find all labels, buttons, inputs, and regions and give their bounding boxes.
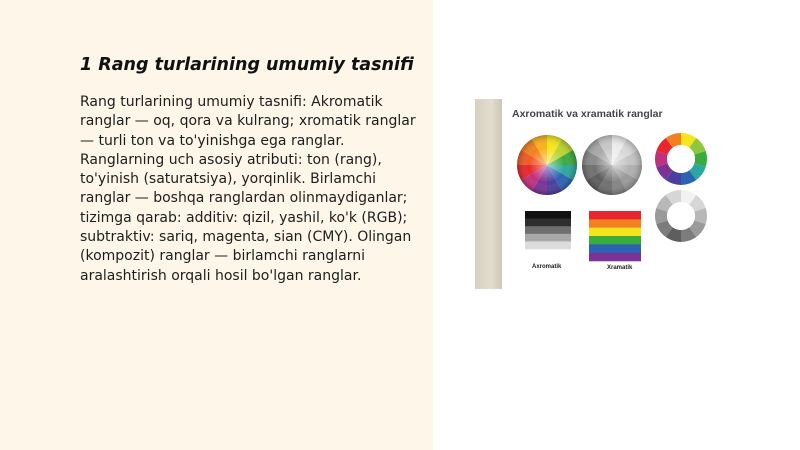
color-wheel-shading: [517, 135, 577, 195]
chromatic-swatch: [589, 211, 641, 261]
chromatic-stripe: [589, 211, 641, 220]
gray-ring-center: [667, 202, 695, 230]
achromatic-stripe: [525, 211, 571, 219]
slide-body-text: Rang turlarining umumiy tasnifi: Akromatik ranglar — oq, qora va kulrang; xromatik ranglar — turli ton va to'yinishga ega ranglar. Ranglarning uch asosiy atributi: ton (rang), to'yinish (saturatsiya), yorqinlik. Birlamchi ranglar — boshqa ranglardan olinmaydiganlar; tizimga qarab: additiv: qizil, yashil, ko'k (RGB); subtraktiv: sariq, magenta, sian (CMY). Olingan (kompozit) ranglar — birlamchi ranglarni aralashtirish orqali hosil bo'lgan ranglar.: [80, 94, 416, 284]
rainbow-ring-center: [667, 145, 695, 173]
chromatic-stripe: [589, 244, 641, 253]
gray-wheel-shading: [582, 135, 642, 195]
achromatic-stripe: [525, 219, 571, 227]
chromatic-stripe: [589, 236, 641, 245]
chromatic-stripe: [589, 219, 641, 228]
figure-heading: Axromatik va xramatik ranglar: [512, 108, 663, 120]
slide-title: 1 Rang turlarining umumiy tasnifi: [80, 55, 414, 75]
achromatic-swatch: [525, 211, 571, 249]
color-types-figure: [475, 99, 731, 289]
achromatic-stripe: [525, 241, 571, 249]
achromatic-stripe: [525, 226, 571, 234]
chromatic-stripe: [589, 253, 641, 262]
chromatic-stripe: [589, 228, 641, 237]
chromatic-label: Xramatik: [607, 265, 633, 271]
achromatic-label: Axromatik: [532, 264, 562, 270]
achromatic-stripe: [525, 234, 571, 242]
figure-illustration: [475, 99, 731, 289]
